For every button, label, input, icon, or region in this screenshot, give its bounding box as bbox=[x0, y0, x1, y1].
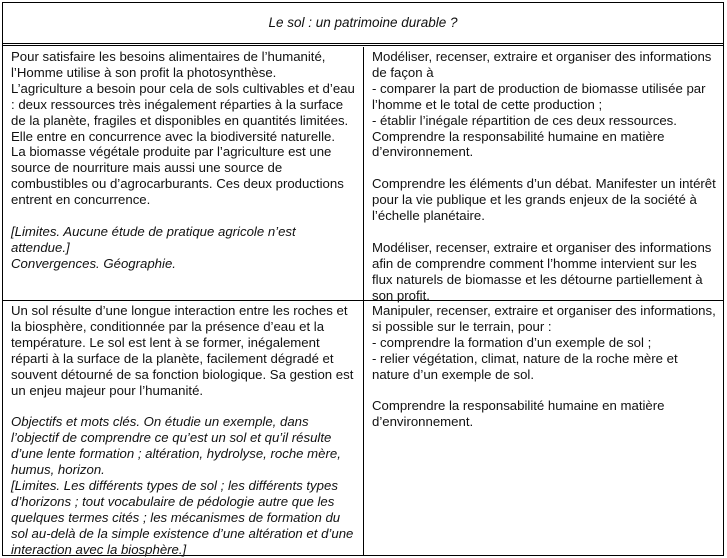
row1-skills-cell bbox=[364, 47, 723, 303]
row1-left-paragraph-1: Pour satisfaire les besoins alimentaires de l’humanité, l’Homme utilise à son profit la photosynthèse. bbox=[11, 49, 326, 80]
row2-left-paragraph-1: Un sol résulte d’une longue interaction entre les roches et la biosphère, conditionnée par la présence d’eau et la température. Le sol est lent à se former, inégalement réparti à la surface de la planète, facilement dégradé et souvent détourné de sa fonction biologique. Sa gestion est un enjeu majeur pour l’humanité. bbox=[11, 303, 354, 398]
row2-right-responsibility: Comprendre la responsabilité humaine en matière d’environnement. bbox=[372, 398, 665, 430]
row1-right-bullet-2: - établir l’inégale répartition de ces deux ressources. bbox=[372, 112, 677, 128]
row1-limits-note: [Limites. Aucune étude de pratique agricole n’est attendue.] bbox=[11, 223, 296, 255]
table-title: Le sol : un patrimoine durable ? bbox=[3, 3, 723, 44]
row2-objectives-note: Objectifs et mots clés. On étudie un exemple, dans l’objectif de comprendre ce qu’est un sol et qu’il résulte d’une lente formation ; altération, hydrolyse, roche mère, humus, horizon. bbox=[11, 414, 341, 478]
curriculum-table bbox=[2, 2, 724, 556]
spacer bbox=[372, 383, 717, 399]
spacer bbox=[372, 160, 717, 176]
row2-right-intro: Manipuler, recenser, extraire et organiser des informations, si possible sur le terrain, pour : bbox=[372, 303, 716, 334]
row2-right-bullet-2: - relier végétation, climat, nature de la roche mère et nature d’un exemple de sol. bbox=[372, 350, 678, 382]
spacer bbox=[372, 224, 717, 240]
row1-convergences-note: Convergences. Géographie. bbox=[11, 255, 176, 271]
spacer bbox=[11, 208, 357, 224]
title-divider bbox=[3, 45, 723, 46]
row1-right-bullet-1: - comparer la part de production de biomasse utilisée par l’homme et le total de cette production ; bbox=[372, 80, 706, 112]
row2-skills-cell bbox=[364, 301, 723, 555]
row1-left-paragraph-2: L’agriculture a besoin pour cela de sols cultivables et d’eau : deux ressources très inégalement réparties à la surface de la planète, fragiles et disponibles en quantités limitées. Elle entre en concurrence avec la biodiversité naturelle. bbox=[11, 80, 355, 144]
row1-knowledge-cell bbox=[3, 47, 363, 300]
row2-limits-note: [Limites. Les différents types de sol ; les différents types d’horizons ; tout vocabulaire de pédologie autre que les quelques termes cités ; les mécanismes de formation du sol au-delà de la simple existence d’une altération et d’une interaction avec la biosphère.] bbox=[11, 477, 354, 557]
row1-right-modelling: Modéliser, recenser, extraire et organiser des informations afin de comprendre comment l’homme intervient sur les flux naturels de biomasse et les détourne partiellement à son profit. bbox=[372, 239, 712, 303]
spacer bbox=[11, 398, 357, 414]
row1-right-intro: Modéliser, recenser, extraire et organiser des informations de façon à bbox=[372, 49, 712, 80]
row2-right-bullet-1: - comprendre la formation d’un exemple de sol ; bbox=[372, 334, 652, 350]
row1-right-responsibility: Comprendre la responsabilité humaine en matière d’environnement. bbox=[372, 128, 665, 160]
row1-left-paragraph-3: La biomasse végétale produite par l’agriculture est une source de nourriture mais aussi une source de combustibles ou d’agrocarburants. Ces deux productions entrent en concurrence. bbox=[11, 144, 344, 208]
row1-right-debate: Comprendre les éléments d’un débat. Manifester un intérêt pour la vie publique et les grands enjeux de la société à l’échelle planétaire. bbox=[372, 176, 716, 224]
row2-knowledge-cell bbox=[3, 301, 363, 555]
